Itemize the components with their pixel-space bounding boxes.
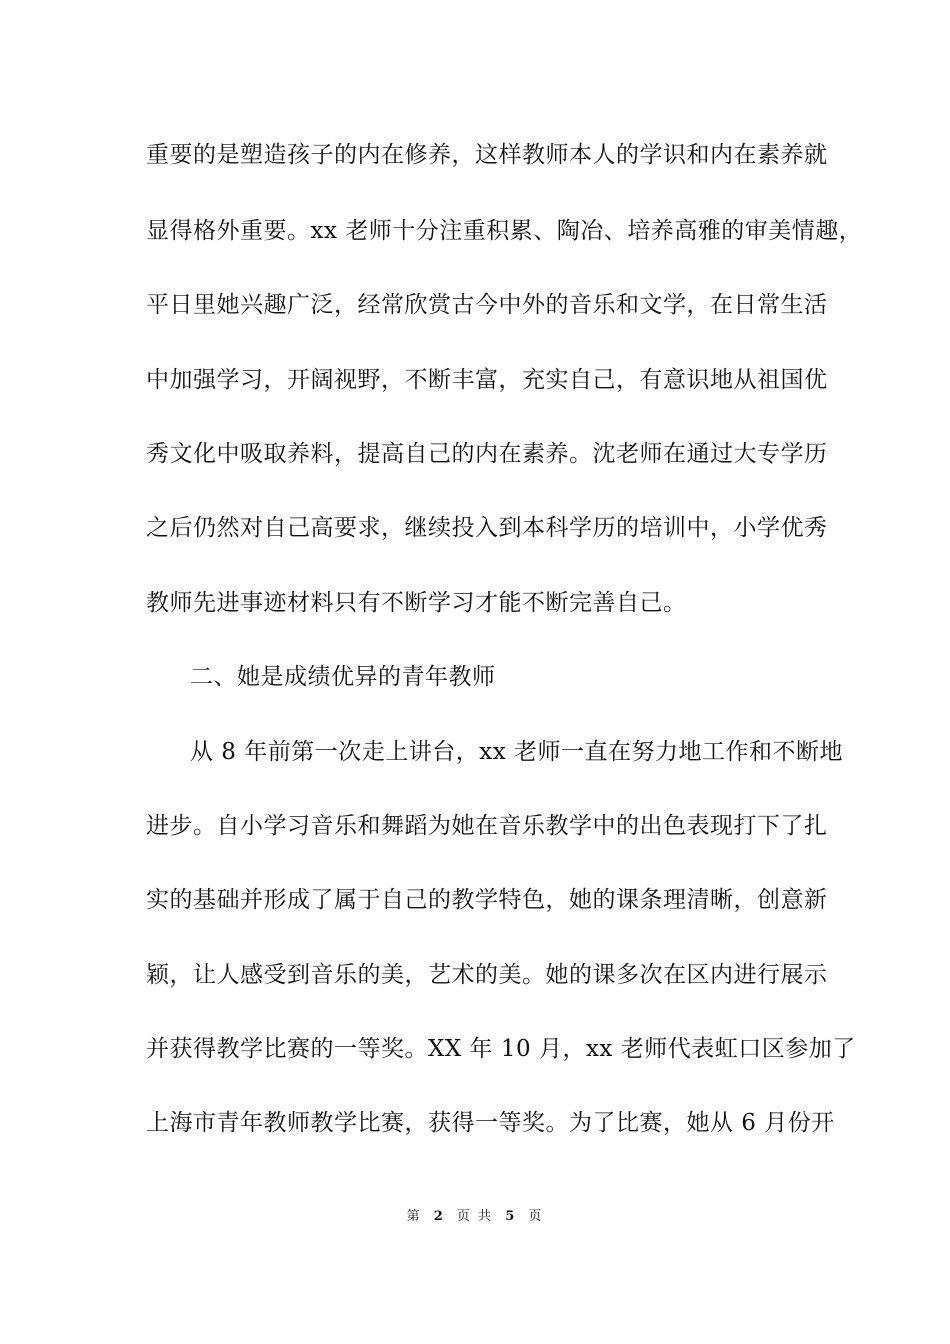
text-line: 颖，让人感受到音乐的美，艺术的美。她的课多次在区内进行展示 [146, 962, 828, 988]
current-page-number: 2 [433, 1209, 445, 1224]
text-line: 教师先进事迹材料只有不断学习才能不断完善自己。 [146, 590, 687, 616]
text-line: 进步。自小学习音乐和舞蹈为她在音乐教学中的出色表现打下了扎 [146, 813, 828, 839]
text-line: 并获得教学比赛的一等奖。XX 年 10 月，xx 老师代表虹口区参加了 [146, 1036, 856, 1062]
text-line: 从 8 年前第一次走上讲台，xx 老师一直在努力地工作和不断地 [190, 739, 844, 765]
page-footer [0, 1208, 950, 1226]
text-line: 之后仍然对自己高要求，继续投入到本科学历的培训中，小学优秀 [146, 515, 828, 541]
section-heading: 二、她是成绩优异的青年教师 [190, 664, 496, 690]
text-line: 显得格外重要。xx 老师十分注重积累、陶冶、培养高雅的审美情趣， [146, 218, 863, 244]
footer-prefix: 第 [406, 1209, 422, 1224]
footer-suffix: 页 [528, 1209, 544, 1224]
text-line: 中加强学习，开阔视野，不断丰富，充实自己，有意识地从祖国优 [146, 367, 828, 393]
text-line: 秀文化中吸取养料，提高自己的内在素养。沈老师在通过大专学历 [146, 441, 828, 467]
footer-middle: 页 共 [456, 1209, 494, 1224]
text-line: 实的基础并形成了属于自己的教学特色，她的课条理清晰，创意新 [146, 887, 828, 913]
text-line: 重要的是塑造孩子的内在修养，这样教师本人的学识和内在素养就 [146, 142, 828, 168]
text-line: 上海市青年教师教学比赛，获得一等奖。为了比赛，她从 6 月份开 [146, 1110, 835, 1136]
total-page-number: 5 [505, 1209, 517, 1224]
text-line: 平日里她兴趣广泛，经常欣赏古今中外的音乐和文学，在日常生活 [146, 292, 828, 318]
